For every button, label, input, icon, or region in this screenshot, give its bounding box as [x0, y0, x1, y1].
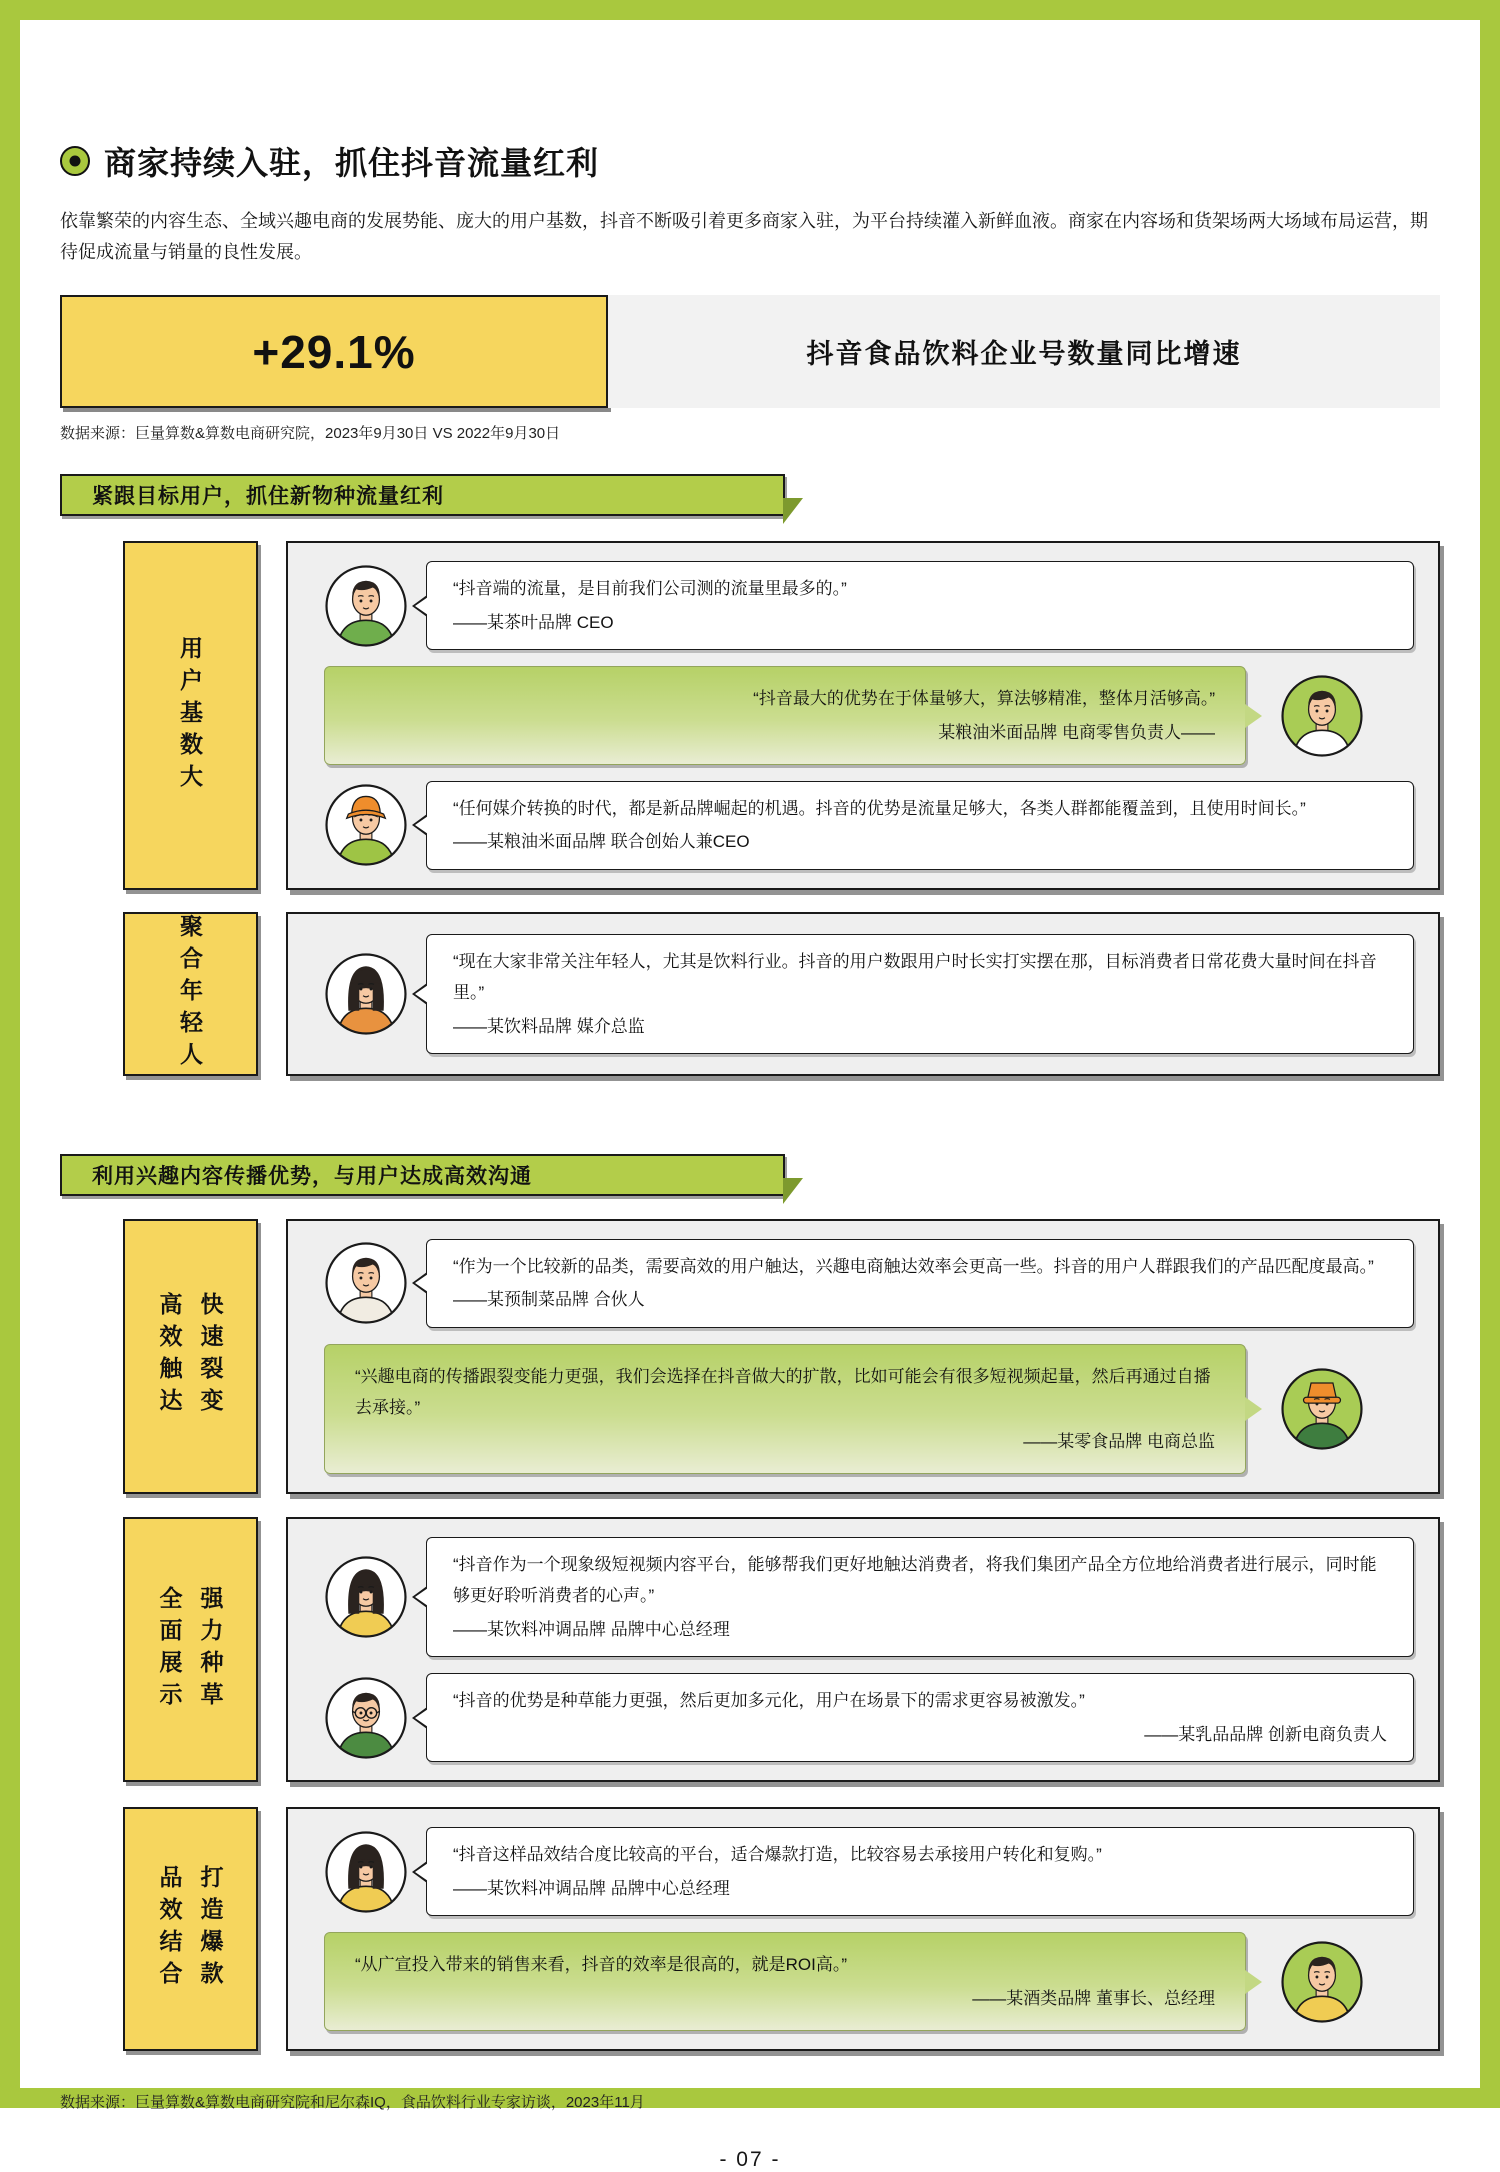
- quote-attribution: ——某饮料冲调品牌 品牌中心总经理: [453, 1878, 730, 1898]
- bullseye-icon: [60, 146, 90, 176]
- page-content: [20, 138, 1480, 2172]
- section-banner-1: [60, 474, 785, 516]
- group-label-efficient-reach: [123, 1219, 258, 1494]
- quote-row: [324, 1344, 1414, 1474]
- quote-bubble: [324, 666, 1246, 765]
- quote-row: [324, 666, 1414, 765]
- quote-attribution: ——某零食品牌 电商总监: [1023, 1431, 1215, 1451]
- group-label-text: 聚合年轻人: [177, 913, 203, 1074]
- quote-attribution: ——某酒类品牌 董事长、总经理: [972, 1988, 1215, 2008]
- quote-bubble: [426, 1827, 1414, 1916]
- section-banner-1-label: 紧跟目标用户，抓住新物种流量红利: [92, 485, 444, 509]
- quote-text: “抖音这样品效结合度比较高的平台，适合爆款打造，比较容易去承接用户转化和复购。”: [453, 1845, 1102, 1865]
- stat-value: +29.1%: [252, 325, 416, 378]
- group-label-text: 快速裂变: [197, 1292, 224, 1421]
- quote-attribution: ——某饮料冲调品牌 品牌中心总经理: [453, 1619, 730, 1639]
- quote-text: “抖音端的流量，是目前我们公司测的流量里最多的。”: [453, 579, 847, 599]
- quote-bubble: [426, 1239, 1414, 1328]
- quote-panel: [286, 1219, 1440, 1494]
- quote-attribution: 某粮油米面品牌 电商零售负责人——: [938, 722, 1215, 742]
- quote-group-full-display: [123, 1517, 1440, 1782]
- quote-bubble: [426, 561, 1414, 650]
- quote-text: “作为一个比较新的品类，需要高效的用户触达，兴趣电商触达效率会更高一些。抖音的用户人群跟我们的产品匹配度最高。”: [453, 1256, 1374, 1276]
- quote-text: “现在大家非常关注年轻人，尤其是饮料行业。抖音的用户数跟用户时长实打实摆在那，目标消费者日常花费大量时间在抖音里。”: [453, 951, 1377, 1003]
- quote-attribution: ——某茶叶品牌 CEO: [453, 612, 614, 632]
- quote-row: [324, 1827, 1414, 1916]
- quote-bubble: [426, 934, 1414, 1054]
- avatar-drinkmix-gm: [324, 1555, 408, 1639]
- quote-bubble: [324, 1932, 1246, 2031]
- quote-bubble: [426, 1673, 1414, 1762]
- stat-data-source: 数据来源：巨量算数&算数电商研究院，2023年9月30日 VS 2022年9月30日: [60, 425, 561, 443]
- page-title-row: [60, 138, 1440, 184]
- quote-row: [324, 781, 1414, 870]
- quote-text: “抖音的优势是种草能力更强，然后更加多元化，用户在场景下的需求更容易被激发。”: [453, 1691, 1085, 1711]
- quote-group-young-users: [123, 912, 1440, 1076]
- avatar-liquor-chairman: [1280, 1940, 1364, 2024]
- quote-attribution: ——某饮料品牌 媒介总监: [453, 1016, 645, 1036]
- quote-attribution: ——某预制菜品牌 合伙人: [453, 1290, 645, 1310]
- avatar-premade-partner: [324, 1241, 408, 1325]
- banner-fold-icon: [783, 1178, 803, 1204]
- quote-row: [324, 1673, 1414, 1762]
- quote-attribution: ——某乳品品牌 创新电商负责人: [1144, 1724, 1387, 1744]
- group-label-brand-effect: [123, 1807, 258, 2051]
- avatar-dairy-lead: [324, 1676, 408, 1760]
- quote-text: “兴趣电商的传播跟裂变能力更强，我们会选择在抖音做大的扩散，比如可能会有很多短视频起量，然后再通过自播去承接。”: [355, 1366, 1211, 1418]
- page-title: 商家持续入驻，抓住抖音流量红利: [104, 145, 600, 181]
- quote-text: “抖音最大的优势在于体量够大，算法够精准，整体月活够高。”: [753, 689, 1215, 709]
- quote-attribution: ——某粮油米面品牌 联合创始人兼CEO: [453, 832, 750, 852]
- avatar-grain-founder: [324, 783, 408, 867]
- quote-text: “从广宣投入带来的销售来看，抖音的效率是很高的，就是ROI高。”: [355, 1955, 848, 1975]
- quote-text: “任何媒介转换的时代，都是新品牌崛起的机遇。抖音的优势是流量足够大，各类人群都能覆盖到，且使用时间长。”: [453, 798, 1306, 818]
- quote-group-brand-effect: [123, 1807, 1440, 2051]
- group-label-text: 高效触达: [156, 1292, 183, 1421]
- stat-label-box: [608, 295, 1440, 408]
- stat-row: [60, 295, 1440, 408]
- group-label-text: 全面展示: [156, 1585, 183, 1714]
- group-label-user-base: [123, 541, 258, 890]
- quote-panel: [286, 541, 1440, 890]
- section-banner-2-label: 利用兴趣内容传播优势，与用户达成高效沟通: [92, 1164, 532, 1188]
- quote-panel: [286, 1807, 1440, 2051]
- quote-row: [324, 934, 1414, 1054]
- quote-bubble: [426, 1537, 1414, 1657]
- banner-fold-icon: [783, 498, 803, 524]
- intro-paragraph: 依靠繁荣的内容生态、全域兴趣电商的发展势能、庞大的用户基数，抖音不断吸引着更多商家入驻，为平台持续灌入新鲜血液。商家在内容场和货架场两大场域布局运营，期待促成流量与销量的良性发展。: [60, 211, 1428, 262]
- quote-bubble: [426, 781, 1414, 870]
- avatar-tea-ceo: [324, 564, 408, 648]
- page-number: - 07 -: [719, 2147, 781, 2171]
- footer-data-source: 数据来源：巨量算数&算数电商研究院和尼尔森IQ，食品饮料行业专家访谈，2023年11月: [60, 2093, 645, 2111]
- quote-row: [324, 1537, 1414, 1657]
- avatar-snack-ecom: [1280, 1367, 1364, 1451]
- quote-group-user-base: [123, 541, 1440, 890]
- quote-row: [324, 1932, 1414, 2031]
- avatar-drinkmix-gm-2: [324, 1830, 408, 1914]
- group-label-text: 强力种草: [197, 1585, 224, 1714]
- group-label-text: 打造爆款: [197, 1865, 224, 1994]
- quote-text: “抖音作为一个现象级短视频内容平台，能够帮我们更好地触达消费者，将我们集团产品全方位地给消费者进行展示，同时能够更好聆听消费者的心声。”: [453, 1555, 1377, 1606]
- quote-panel: [286, 912, 1440, 1076]
- group-label-text: 品效结合: [156, 1865, 183, 1994]
- quote-bubble: [324, 1344, 1246, 1474]
- stat-value-box: [60, 295, 608, 408]
- group-label-text: 用户基数大: [177, 635, 203, 796]
- stat-label: 抖音食品饮料企业号数量同比增速: [806, 339, 1242, 370]
- avatar-grain-retail: [1280, 674, 1364, 758]
- group-label-young-users: [123, 912, 258, 1076]
- quote-row: [324, 561, 1414, 650]
- quote-group-efficient-reach: [123, 1219, 1440, 1494]
- quote-row: [324, 1239, 1414, 1328]
- quote-panel: [286, 1517, 1440, 1782]
- group-label-full-display: [123, 1517, 258, 1782]
- avatar-beverage-media: [324, 952, 408, 1036]
- section-banner-2: [60, 1154, 785, 1196]
